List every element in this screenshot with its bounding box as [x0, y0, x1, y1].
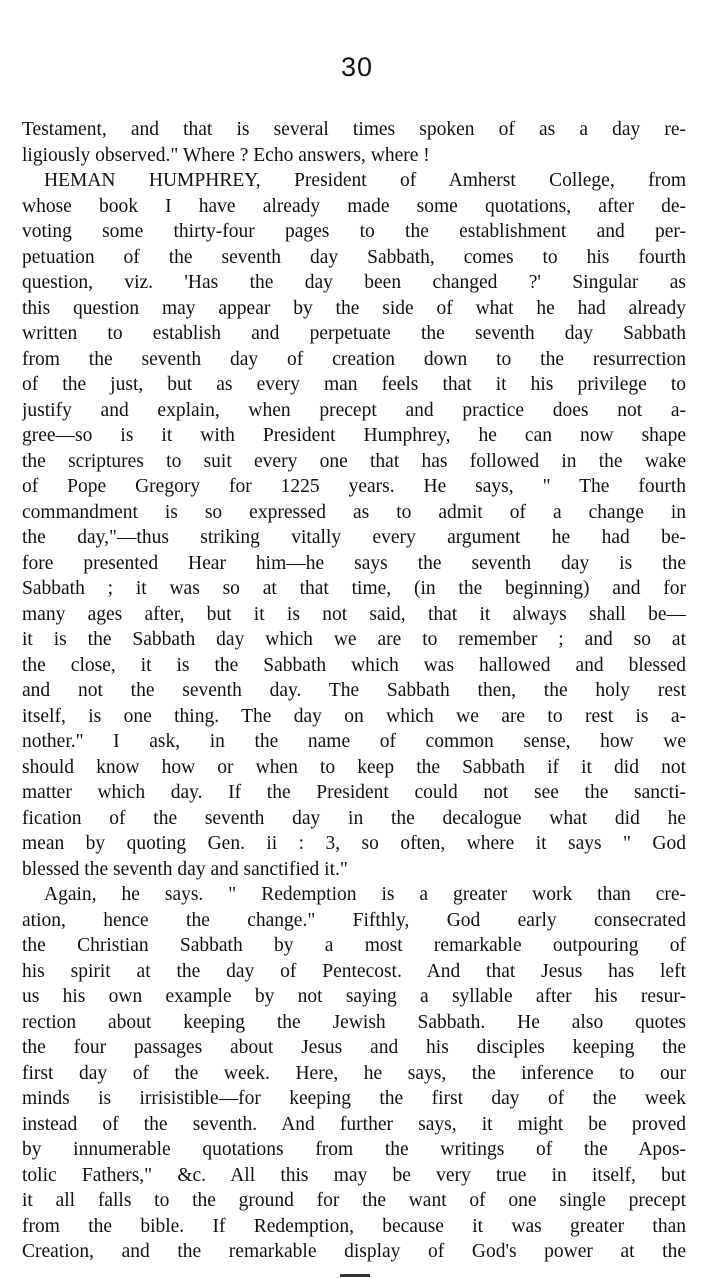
text-line: many ages after, but it is not said, that it always shall be— — [22, 603, 686, 625]
text-line: ation, hence the change." Fifthly, God early consecrated — [22, 909, 686, 931]
page-number: 30 — [340, 52, 374, 82]
text-line: the four passages about Jesus and his disciples keeping the — [22, 1037, 686, 1058]
body-text — [22, 117, 686, 1265]
text-line: the day,"—thus striking vitally every argument he had be- — [22, 527, 686, 548]
text-line: Sabbath ; it was so at that time, (in the beginning) and for — [22, 578, 686, 599]
text-line: commandment is so expressed as to admit of a change in — [22, 501, 686, 523]
text-line: written to establish and perpetuate the seventh day Sabbath — [22, 323, 686, 344]
text-line: tolic Fathers," &c. All this may be very true in itself, but — [22, 1164, 686, 1186]
text-line: the scriptures to suit every one that has followed in the wake — [22, 450, 686, 472]
text-line: his spirit at the day of Pentecost. And that Jesus has left — [22, 960, 686, 982]
text-line: should know how or when to keep the Sabbath if it did not — [22, 756, 686, 778]
text-line: nother." I ask, in the name of common sense, how we — [22, 731, 686, 752]
text-line: instead of the seventh. And further says, it might be proved — [22, 1113, 686, 1135]
text-line: blessed the seventh day and sanctified it." — [22, 858, 348, 880]
text-line: it all falls to the ground for the want of one single precept — [22, 1190, 686, 1211]
text-line: this question may appear by the side of what he had already — [22, 297, 686, 319]
text-line: of Pope Gregory for 1225 years. He says, " The fourth — [22, 476, 686, 497]
text-line: matter which day. If the President could not see the sancti- — [22, 782, 686, 803]
text-line: Testament, and that is several times spoken of as a day re- — [22, 119, 686, 140]
text-line: itself, is one thing. The day on which we are to rest is a- — [22, 705, 686, 727]
text-line: question, viz. 'Has the day been changed ?' Singular as — [22, 272, 686, 293]
text-line: and not the seventh day. The Sabbath then, the holy rest — [22, 680, 686, 701]
text-line: the close, it is the Sabbath which was hallowed and blessed — [22, 654, 686, 676]
text-line: Again, he says. " Redemption is a greater work than cre- — [44, 884, 686, 905]
text-line: minds is irrisistible—for keeping the first day of the week — [22, 1088, 686, 1109]
text-line: whose book I have already made some quotations, after de- — [22, 195, 686, 217]
text-line: fication of the seventh day in the decalogue what did he — [22, 807, 686, 829]
text-line: fore presented Hear him—he says the seventh day is the — [22, 552, 686, 574]
cut-off-catchword — [340, 1268, 380, 1278]
text-line: petuation of the seventh day Sabbath, comes to his fourth — [22, 246, 686, 268]
text-line: voting some thirty-four pages to the establishment and per- — [22, 221, 686, 242]
text-line: of the just, but as every man feels that it his privilege to — [22, 374, 686, 395]
text-line: ligiously observed." Where ? Echo answers, where ! — [22, 144, 430, 166]
text-line: by innumerable quotations from the writings of the Apos- — [22, 1139, 686, 1160]
text-line: the Christian Sabbath by a most remarkable outpouring of — [22, 935, 686, 956]
text-line: from the bible. If Redemption, because it was greater than — [22, 1215, 686, 1237]
text-line: us his own example by not saying a syllable after his resur- — [22, 986, 686, 1007]
text-line: Creation, and the remarkable display of God's power at the — [22, 1241, 686, 1262]
text-line: it is the Sabbath day which we are to remember ; and so at — [22, 629, 686, 650]
text-line: mean by quoting Gen. ii : 3, so often, where it says " God — [22, 833, 686, 854]
text-line: HEMAN HUMPHREY, President of Amherst College, from — [44, 170, 686, 191]
text-line: gree—so is it with President Humphrey, he can now shape — [22, 425, 686, 446]
text-line: rection about keeping the Jewish Sabbath. He also quotes — [22, 1011, 686, 1033]
text-line: justify and explain, when precept and practice does not a- — [22, 399, 686, 421]
text-line: from the seventh day of creation down to the resurrection — [22, 348, 686, 370]
text-line: first day of the week. Here, he says, the inference to our — [22, 1062, 686, 1084]
